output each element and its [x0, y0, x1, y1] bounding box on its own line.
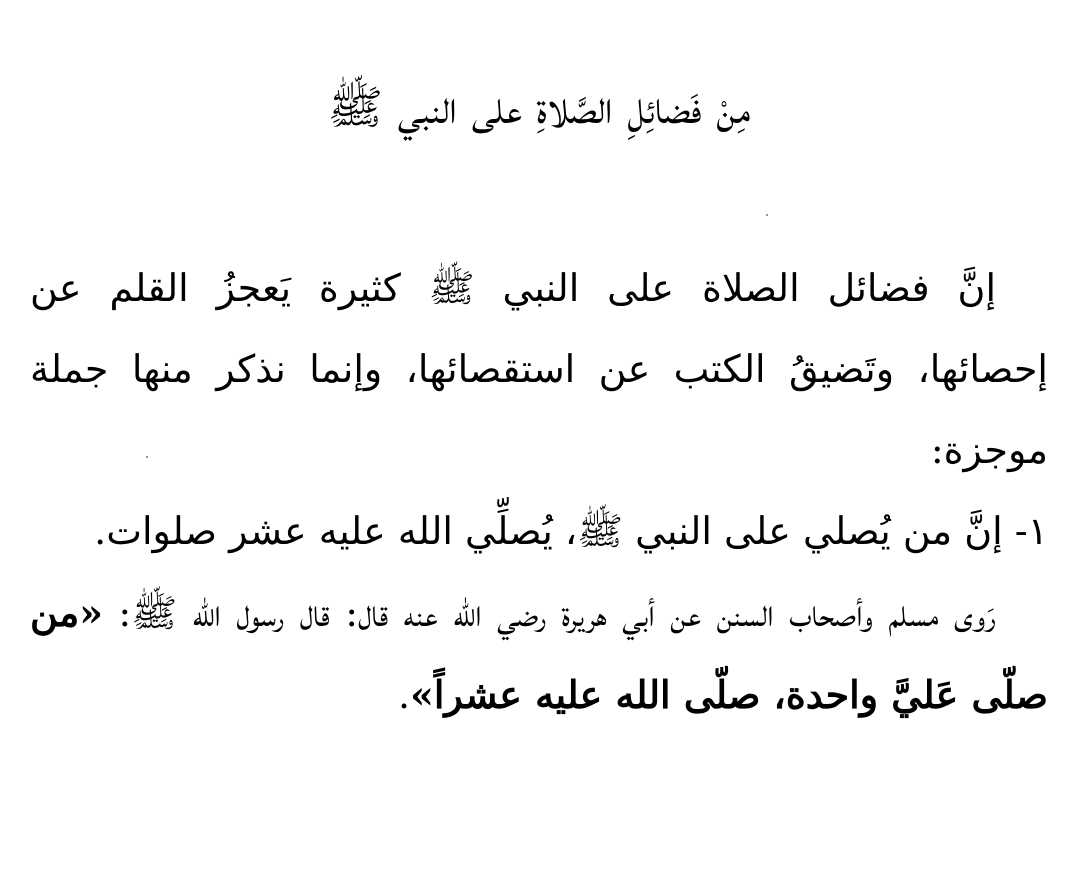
hadith-end: .	[398, 673, 411, 717]
narration-paragraph	[30, 572, 1048, 736]
list-item-1-text: ١- إنَّ من يُصلي على النبي ﷺ، يُصلِّي الله عليه عشر صلوات.	[94, 509, 1048, 553]
list-item-1	[30, 491, 1048, 572]
intro-paragraph	[30, 248, 1048, 491]
narration-text: رَوى مسلم وأصحاب السنن عن أبي هريرة رضي الله عنه قال: قال رسول الله ﷺ:	[118, 591, 996, 635]
scan-speck	[766, 214, 768, 216]
intro-paragraph-text: إنَّ فضائل الصلاة على النبي ﷺ كثيرة يَعجزُ القلم عن إحصائها، وتَضيقُ الكتب عن استقصائها، وإنما نذكر منها جملة موجزة:	[30, 266, 1048, 472]
page-body	[30, 248, 1048, 736]
page-title: مِنْ فَضائِلِ الصَّلاةِ على النبي ﷺ	[327, 80, 751, 134]
hadith-quote: «من صلّى عَليَّ واحدة، صلّى الله عليه عشراً»	[30, 590, 1048, 717]
scan-speck	[146, 456, 148, 458]
